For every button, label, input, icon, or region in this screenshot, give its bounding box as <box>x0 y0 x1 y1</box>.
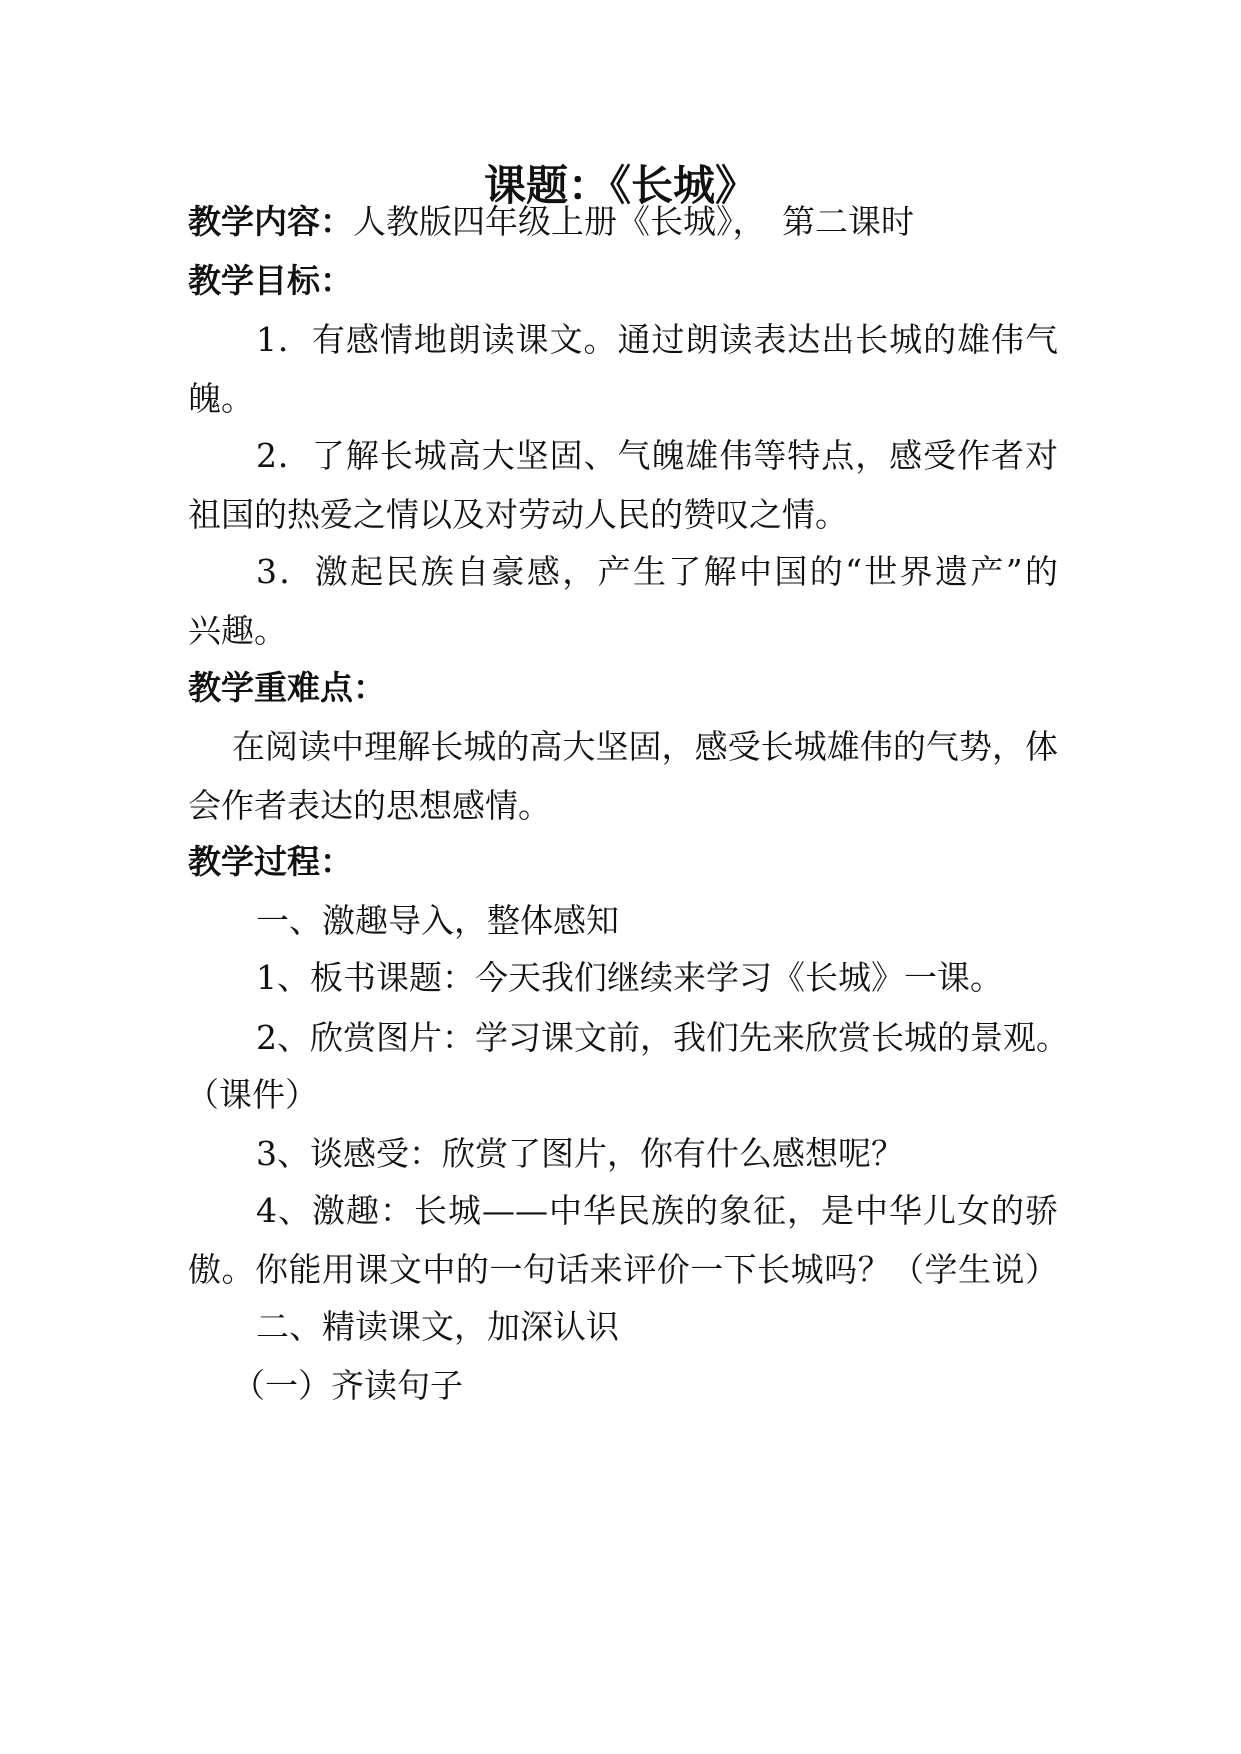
objective-2-line1: 2．了解长城高大坚固、气魄雄伟等特点，感受作者对 <box>256 436 1058 475</box>
document-title: 课题：《长城》 <box>483 161 757 210</box>
objectives-heading: 教学目标： <box>188 261 353 300</box>
process-step-3: 3、谈感受：欣赏了图片，你有什么感想呢？ <box>256 1134 904 1173</box>
process-step-1: 1、板书课题：今天我们继续来学习《长城》一课。 <box>256 958 1003 997</box>
objective-3-line1: 3．激起民族自豪感，产生了解中国的“世界遗产”的 <box>256 552 1058 591</box>
teaching-content-label: 教学内容： <box>188 202 353 241</box>
process-step-4-line2: 傲。你能用课文中的一句话来评价一下长城吗？（学生说） <box>188 1250 1058 1289</box>
objective-1-line1: 1．有感情地朗读课文。通过朗读表达出长城的雄伟气 <box>256 320 1058 359</box>
process-section-1: 一、激趣导入，整体感知 <box>256 901 619 940</box>
teaching-content-line <box>188 200 1058 244</box>
teaching-content-text: 人教版四年级上册《长城》， 第二课时 <box>353 202 914 241</box>
process-step-4-line1: 4、激趣：长城——中华民族的象征，是中华儿女的骄 <box>256 1191 1058 1230</box>
objective-3-line2: 兴趣。 <box>188 611 287 650</box>
key-points-heading: 教学重难点： <box>188 668 386 707</box>
objective-2-line2: 祖国的热爱之情以及对劳动人民的赞叹之情。 <box>188 495 848 534</box>
key-points-line2: 会作者表达的思想感情。 <box>188 786 551 825</box>
objective-1-line2: 魄。 <box>188 379 254 418</box>
process-step-2-line2: （课件） <box>186 1075 318 1114</box>
process-heading: 教学过程： <box>188 842 353 881</box>
key-points-line1: 在阅读中理解长城的高大坚固，感受长城雄伟的气势，体 <box>232 727 1058 766</box>
process-sub-1: （一）齐读句子 <box>232 1366 463 1405</box>
process-step-2-line1: 2、欣赏图片：学习课文前，我们先来欣赏长城的景观。 <box>256 1018 1069 1057</box>
process-section-2: 二、精读课文，加深认识 <box>256 1307 619 1346</box>
